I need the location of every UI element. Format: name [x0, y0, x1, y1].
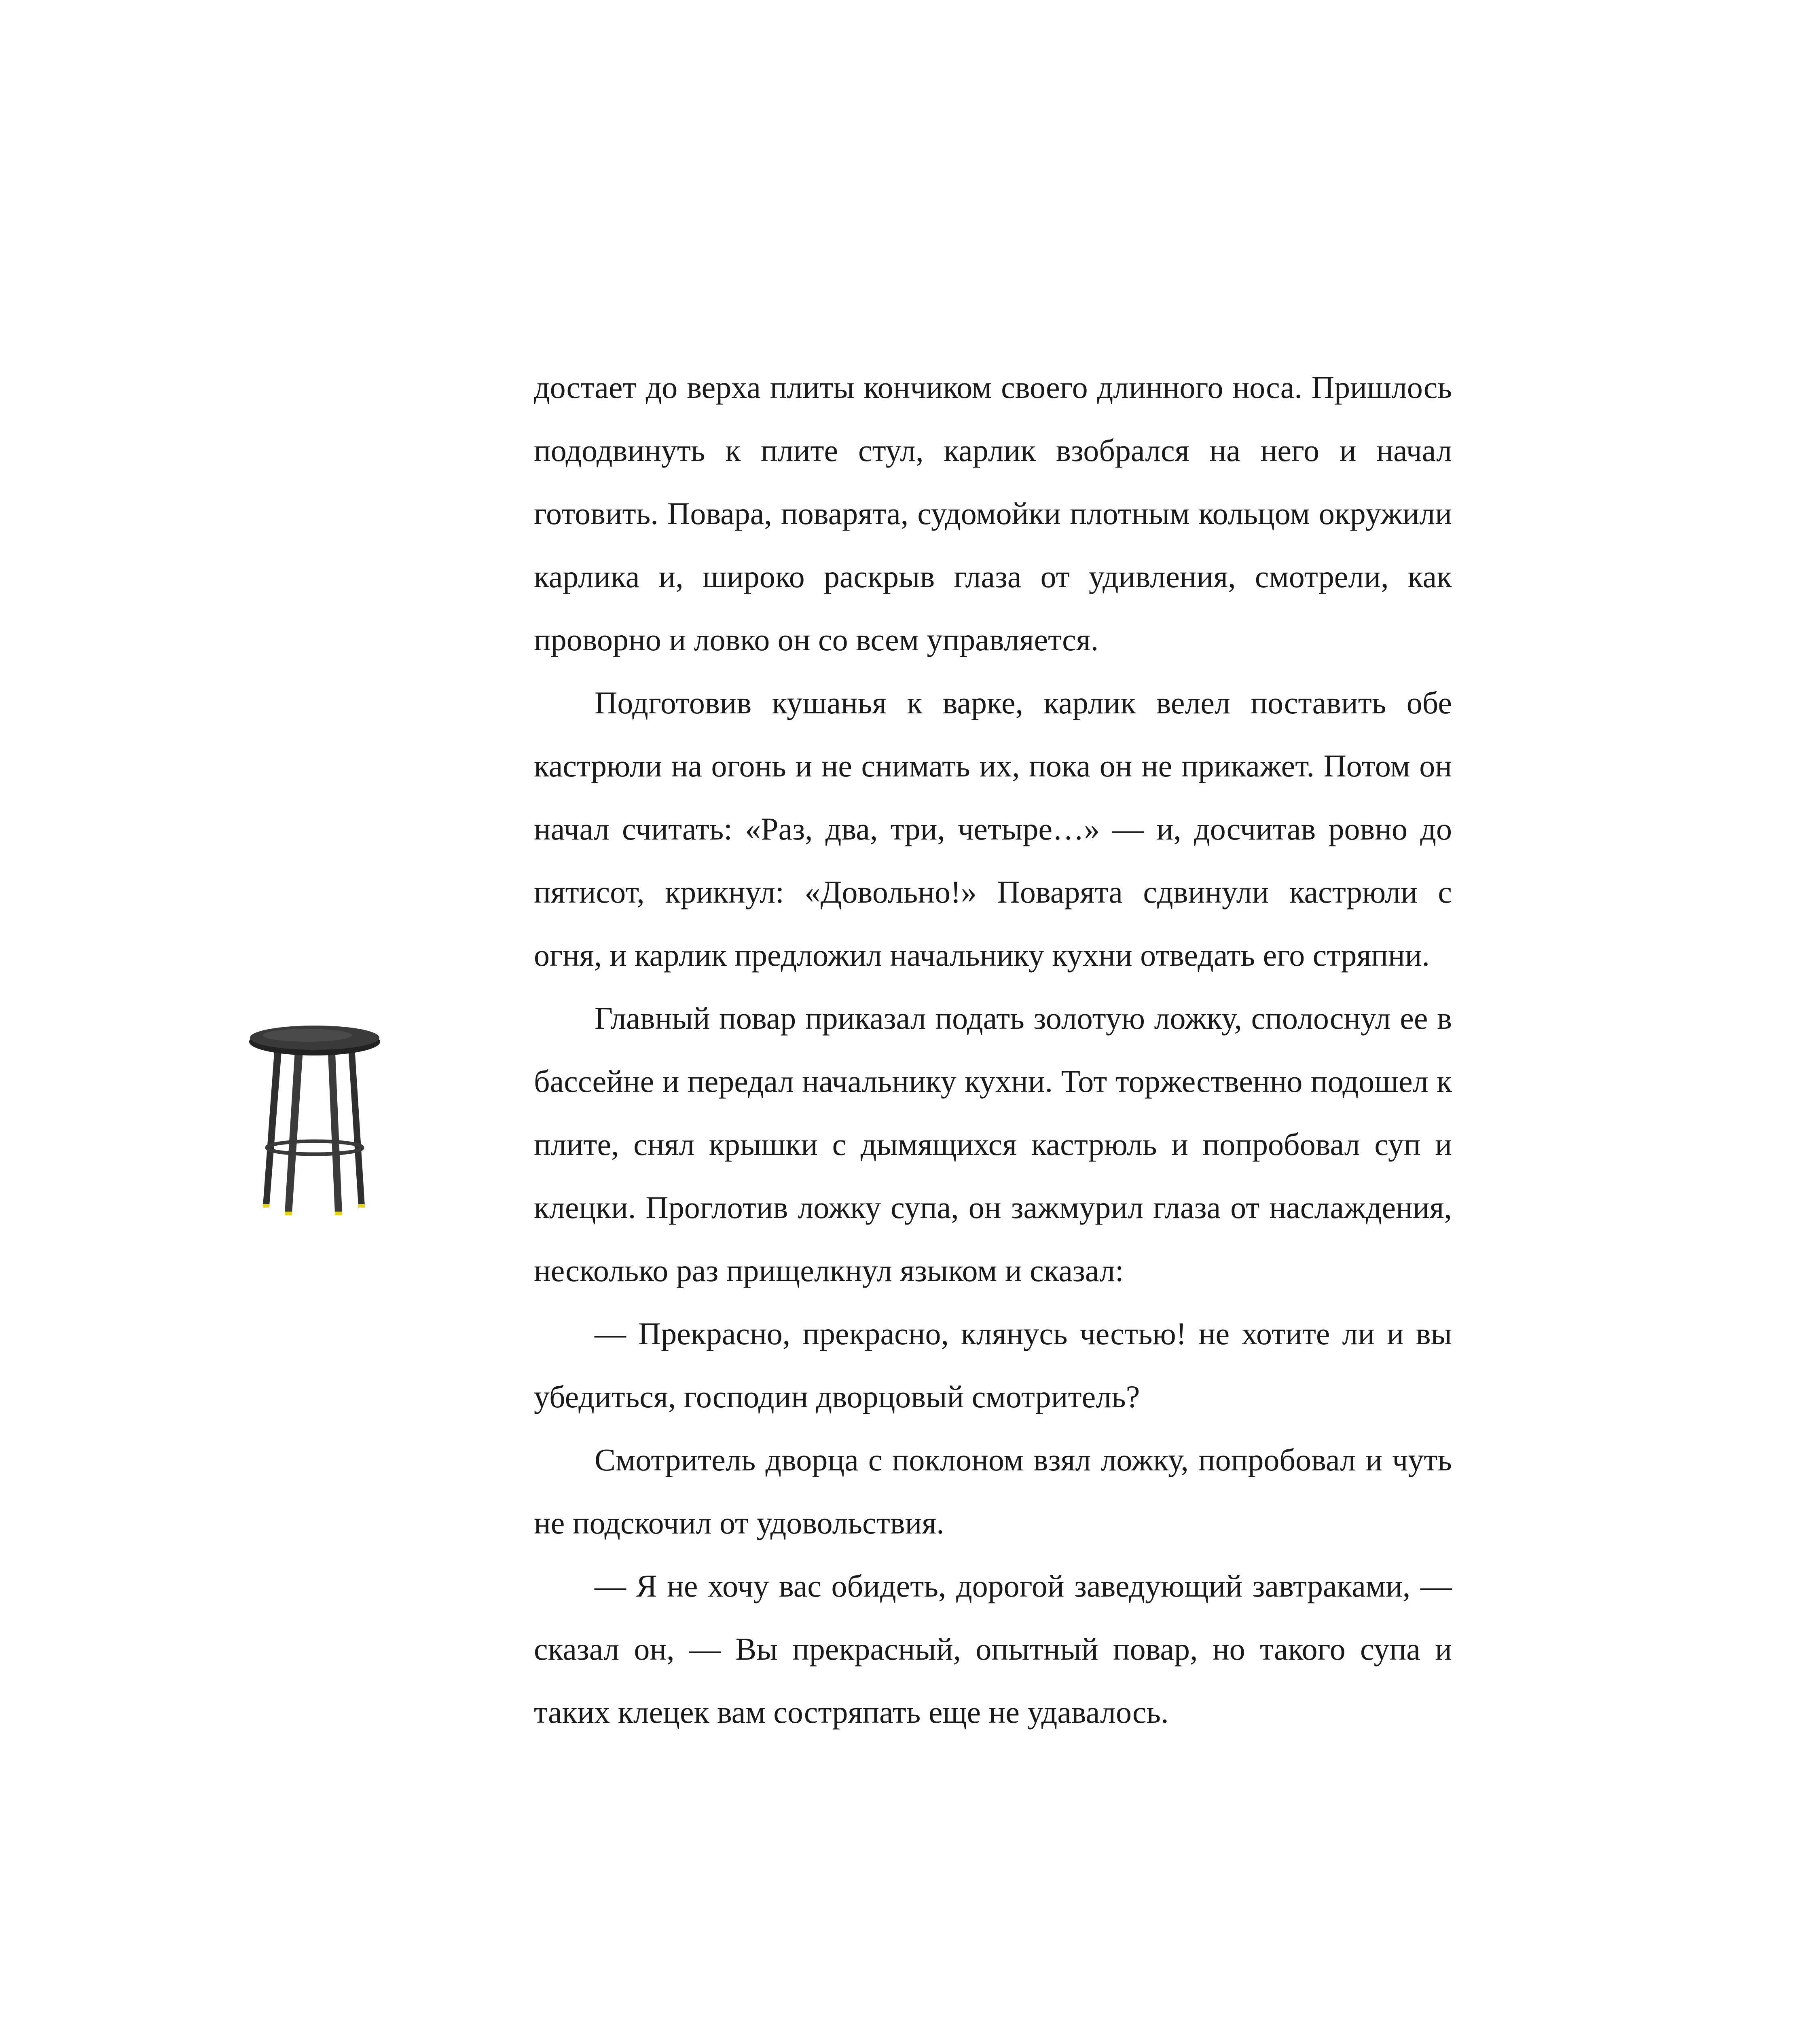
- paragraph: — Я не хочу вас обидеть, дорогой заведующий завтраками, — сказал он, — Вы прекрасный, опытный повар, но такого супа и таких клецек вам состряпать еще не удавалось.: [534, 1568, 1452, 1730]
- stool-foot-back-right: [358, 1204, 365, 1208]
- stool-footrest: [267, 1141, 362, 1154]
- stool-leg-front-left: [285, 1044, 303, 1213]
- stool-foot-front-left: [285, 1212, 292, 1215]
- paragraph: Подготовив кушанья к варке, карлик велел поставить обе кастрюли на огонь и не снимать их, пока он не прикажет. Потом он начал считать: «Раз, два, три, четыре…» — и, досчитав ровно до пятисот, крикнул: «Довольно!» Поварята сдвинули кастрюли с огня, и карлик предложил начальнику кухни отведать его стряпни.: [534, 685, 1452, 973]
- stool-leg-front-right: [328, 1044, 342, 1213]
- stool-leg-back-right: [348, 1041, 365, 1206]
- body-text: [534, 356, 1452, 1744]
- stool-illustration: [247, 1019, 388, 1229]
- paragraph: Смотритель дворца с поклоном взял ложку, попробовал и чуть не подскочил от удовольствия.: [534, 1442, 1452, 1540]
- stool-foot-back-left: [263, 1204, 269, 1208]
- paragraph: — Прекрасно, прекрасно, клянусь честью! не хотите ли и вы убедиться, господин дворцовый смотритель?: [534, 1316, 1452, 1414]
- stool-foot-front-right: [335, 1212, 342, 1215]
- paragraph: достает до верха плиты кончиком своего длинного носа. Пришлось пододвинуть к плите стул, карлик взобрался на него и начал готовить. Повара, поварята, судомойки плотным кольцом окружили карлика и, широко раскрыв глаза от удивления, смотрели, как проворно и ловко он со всем управляется.: [534, 370, 1452, 657]
- paragraph: Главный повар приказал подать золотую ложку, сполоснул ее в бассейне и передал начальнику кухни. Тот торжественно подошел к плите, снял крышки с дымящихся кастрюль и попробовал суп и клецки. Проглотив ложку супа, он зажмурил глаза от наслаждения, несколько раз прищелкнул языком и сказал:: [534, 1000, 1452, 1288]
- stool-leg-back-left: [263, 1041, 282, 1206]
- stool-seat-highlight: [263, 1029, 352, 1042]
